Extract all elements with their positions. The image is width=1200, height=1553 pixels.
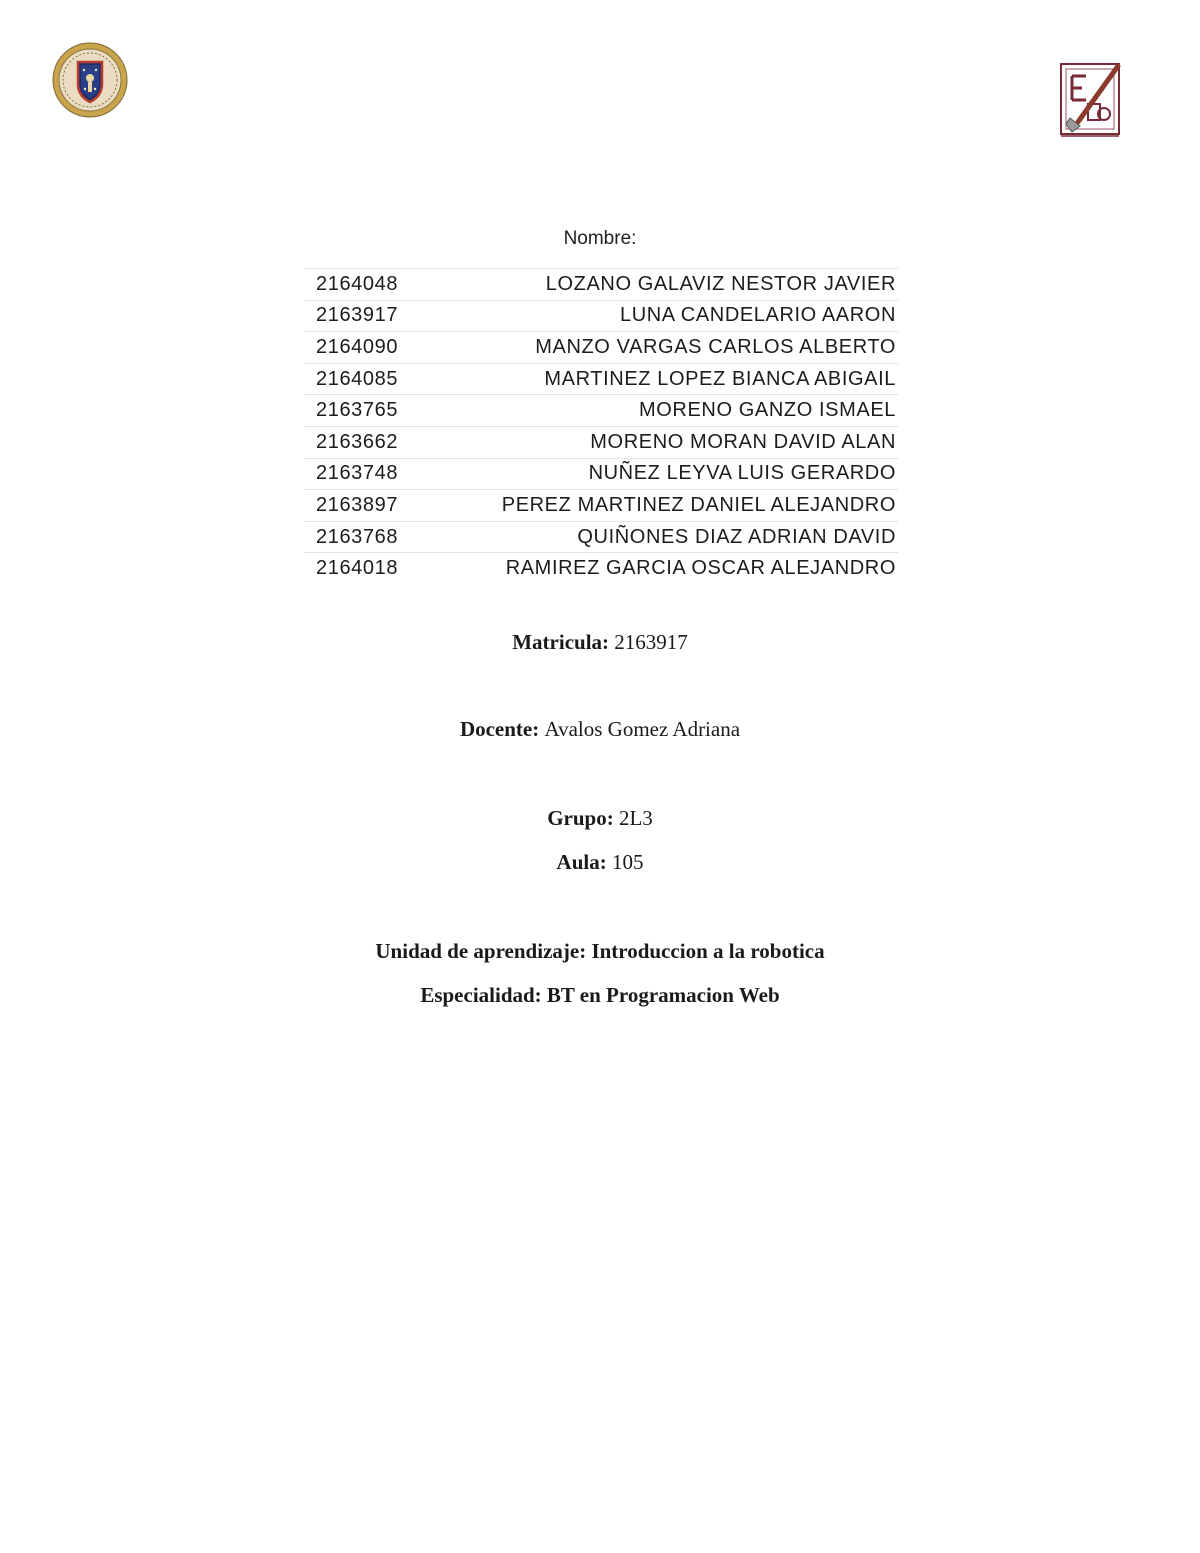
roster-row [304,363,898,395]
student-name: RAMIREZ GARCIA OSCAR ALEJANDRO [466,553,898,584]
student-id: 2163662 [304,426,466,458]
aula-value: 105 [611,850,644,874]
grupo-label: Grupo: [547,806,614,830]
docente-line [0,717,1200,742]
student-name: LUNA CANDELARIO AARON [466,300,898,332]
student-name: MORENO GANZO ISMAEL [466,395,898,427]
student-id: 2163917 [304,300,466,332]
student-name: MANZO VARGAS CARLOS ALBERTO [466,332,898,364]
student-name: LOZANO GALAVIZ NESTOR JAVIER [466,269,898,301]
roster-row [304,269,898,301]
matricula-line [0,630,1200,655]
student-name: QUIÑONES DIAZ ADRIAN DAVID [466,521,898,553]
especialidad-line [0,983,1200,1008]
student-id: 2164085 [304,363,466,395]
university-seal-icon [52,42,128,118]
unidad-label: Unidad de aprendizaje: [375,939,587,963]
roster-row [304,490,898,522]
student-id: 2164090 [304,332,466,364]
matricula-value: 2163917 [614,630,688,654]
grupo-line [0,806,1200,831]
docente-value: Avalos Gomez Adriana [544,717,741,741]
roster-row [304,300,898,332]
student-id: 2163748 [304,458,466,490]
unidad-value: Introduccion a la robotica [591,939,825,963]
roster-heading: Nombre: [563,228,637,249]
student-id: 2164048 [304,269,466,301]
student-name: NUÑEZ LEYVA LUIS GERARDO [466,458,898,490]
student-id: 2163897 [304,490,466,522]
especialidad-label: Especialidad: [420,983,542,1007]
student-roster-table [304,268,898,584]
student-name: MARTINEZ LOPEZ BIANCA ABIGAIL [466,363,898,395]
student-id: 2163765 [304,395,466,427]
roster-row [304,395,898,427]
roster-row [304,332,898,364]
roster-row [304,521,898,553]
student-name: MORENO MORAN DAVID ALAN [466,426,898,458]
grupo-value: 2L3 [618,806,653,830]
aula-label: Aula: [556,850,607,874]
unidad-line [0,939,1200,964]
docente-label: Docente: [459,717,540,741]
especialidad-value: BT en Programacion Web [546,983,780,1007]
student-id: 2164018 [304,553,466,584]
roster-row [304,426,898,458]
roster-row [304,553,898,584]
student-name: PEREZ MARTINEZ DANIEL ALEJANDRO [466,490,898,522]
aula-line [0,850,1200,875]
roster-row [304,458,898,490]
school-crest-icon [1058,60,1124,140]
student-id: 2163768 [304,521,466,553]
matricula-label: Matricula: [512,630,610,654]
